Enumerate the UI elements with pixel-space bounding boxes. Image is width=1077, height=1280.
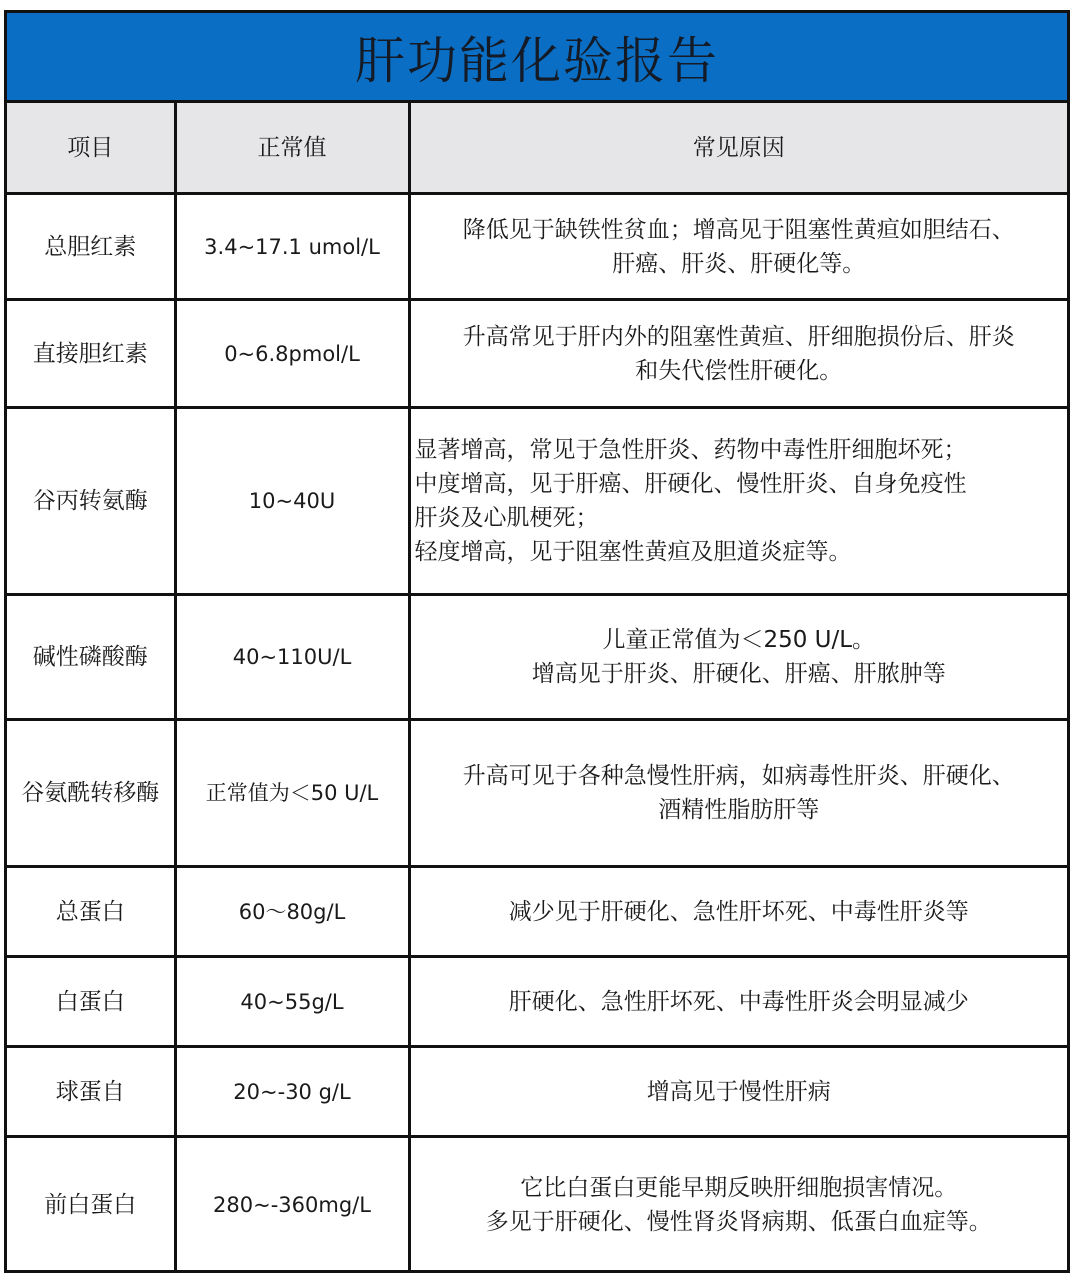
- item-name: 谷氨酰转移酶: [7, 720, 175, 867]
- item-name: 前白蛋白: [7, 1137, 175, 1272]
- item-name: 碱性磷酸酶: [7, 595, 175, 720]
- normal-value: 40~55g/L: [175, 957, 409, 1047]
- cause-line: 肝硬化、急性肝坏死、中毒性肝炎会明显减少: [508, 988, 969, 1015]
- cause-line: 降低见于缺铁性贫血；增高见于阻塞性黄疸如胆结石、: [462, 216, 1015, 243]
- cause-line: 肝癌、肝炎、肝硬化等。: [612, 250, 866, 277]
- table-row: [7, 408, 1067, 595]
- cause-line: 增高见于慢性肝病: [646, 1078, 831, 1105]
- cause-line: 升高可见于各种急慢性肝病，如病毒性肝炎、肝硬化、: [462, 763, 1015, 789]
- cause-line: 增高见于肝炎、肝硬化、肝癌、肝脓肿等: [531, 661, 946, 687]
- table-row: [7, 1047, 1067, 1137]
- table-row: [7, 957, 1067, 1047]
- normal-value: 10~40U: [175, 408, 409, 595]
- title-bar: [7, 13, 1067, 103]
- common-cause: [409, 1047, 1067, 1137]
- cause-line: 多见于肝硬化、慢性肾炎肾病期、低蛋白血症等。: [485, 1208, 992, 1235]
- item-name: 直接胆红素: [7, 300, 175, 408]
- normal-value: 20~-30 g/L: [175, 1047, 409, 1137]
- common-cause: [409, 957, 1067, 1047]
- table-row: [7, 867, 1067, 957]
- table-row: [7, 194, 1067, 300]
- report-table: [7, 103, 1067, 1272]
- cause-line: 显著增高，常见于急性肝炎、药物中毒性肝细胞坏死；: [414, 437, 967, 463]
- cause-line: 它比白蛋白更能早期反映肝细胞损害情况。: [520, 1174, 958, 1201]
- table-row: [7, 595, 1067, 720]
- table-row: [7, 720, 1067, 867]
- cause-line: 肝炎及心肌梗死；: [414, 505, 599, 531]
- normal-value: 正常值为＜50 U/L: [175, 720, 409, 867]
- cause-line: 中度增高，见于肝癌、肝硬化、慢性肝炎、自身免疫性: [414, 471, 967, 497]
- normal-value: 3.4~17.1 umol/L: [175, 194, 409, 300]
- item-name: 总胆红素: [7, 194, 175, 300]
- common-cause: [409, 1137, 1067, 1272]
- cause-line: 升高常见于肝内外的阻塞性黄疸、肝细胞损份后、肝炎: [462, 323, 1015, 350]
- header-common-cause: 常见原因: [409, 103, 1067, 194]
- common-cause: [409, 720, 1067, 867]
- item-name: 谷丙转氨酶: [7, 408, 175, 595]
- cause-line: 儿童正常值为＜250 U/L。: [602, 627, 876, 653]
- header-row: [7, 103, 1067, 194]
- report-title: 肝功能化验报告: [355, 31, 719, 90]
- item-name: 总蛋白: [7, 867, 175, 957]
- common-cause: [409, 408, 1067, 595]
- common-cause: [409, 300, 1067, 408]
- cause-line: 酒精性脂肪肝等: [658, 797, 820, 823]
- common-cause: [409, 867, 1067, 957]
- normal-value: 40~110U/L: [175, 595, 409, 720]
- cause-line: 和失代偿性肝硬化。: [635, 357, 843, 384]
- common-cause: [409, 194, 1067, 300]
- common-cause: [409, 595, 1067, 720]
- normal-value: 60～80g/L: [175, 867, 409, 957]
- item-name: 白蛋白: [7, 957, 175, 1047]
- liver-function-report: [4, 10, 1070, 1273]
- cause-line: 减少见于肝硬化、急性肝坏死、中毒性肝炎等: [508, 898, 969, 925]
- table-row: [7, 300, 1067, 408]
- item-name: 球蛋自: [7, 1047, 175, 1137]
- table-row: [7, 1137, 1067, 1272]
- normal-value: 0~6.8pmol/L: [175, 300, 409, 408]
- normal-value: 280~-360mg/L: [175, 1137, 409, 1272]
- header-normal-value: 正常值: [175, 103, 409, 194]
- header-item: 项目: [7, 103, 175, 194]
- cause-line: 轻度增高，见于阻塞性黄疸及胆道炎症等。: [414, 539, 852, 565]
